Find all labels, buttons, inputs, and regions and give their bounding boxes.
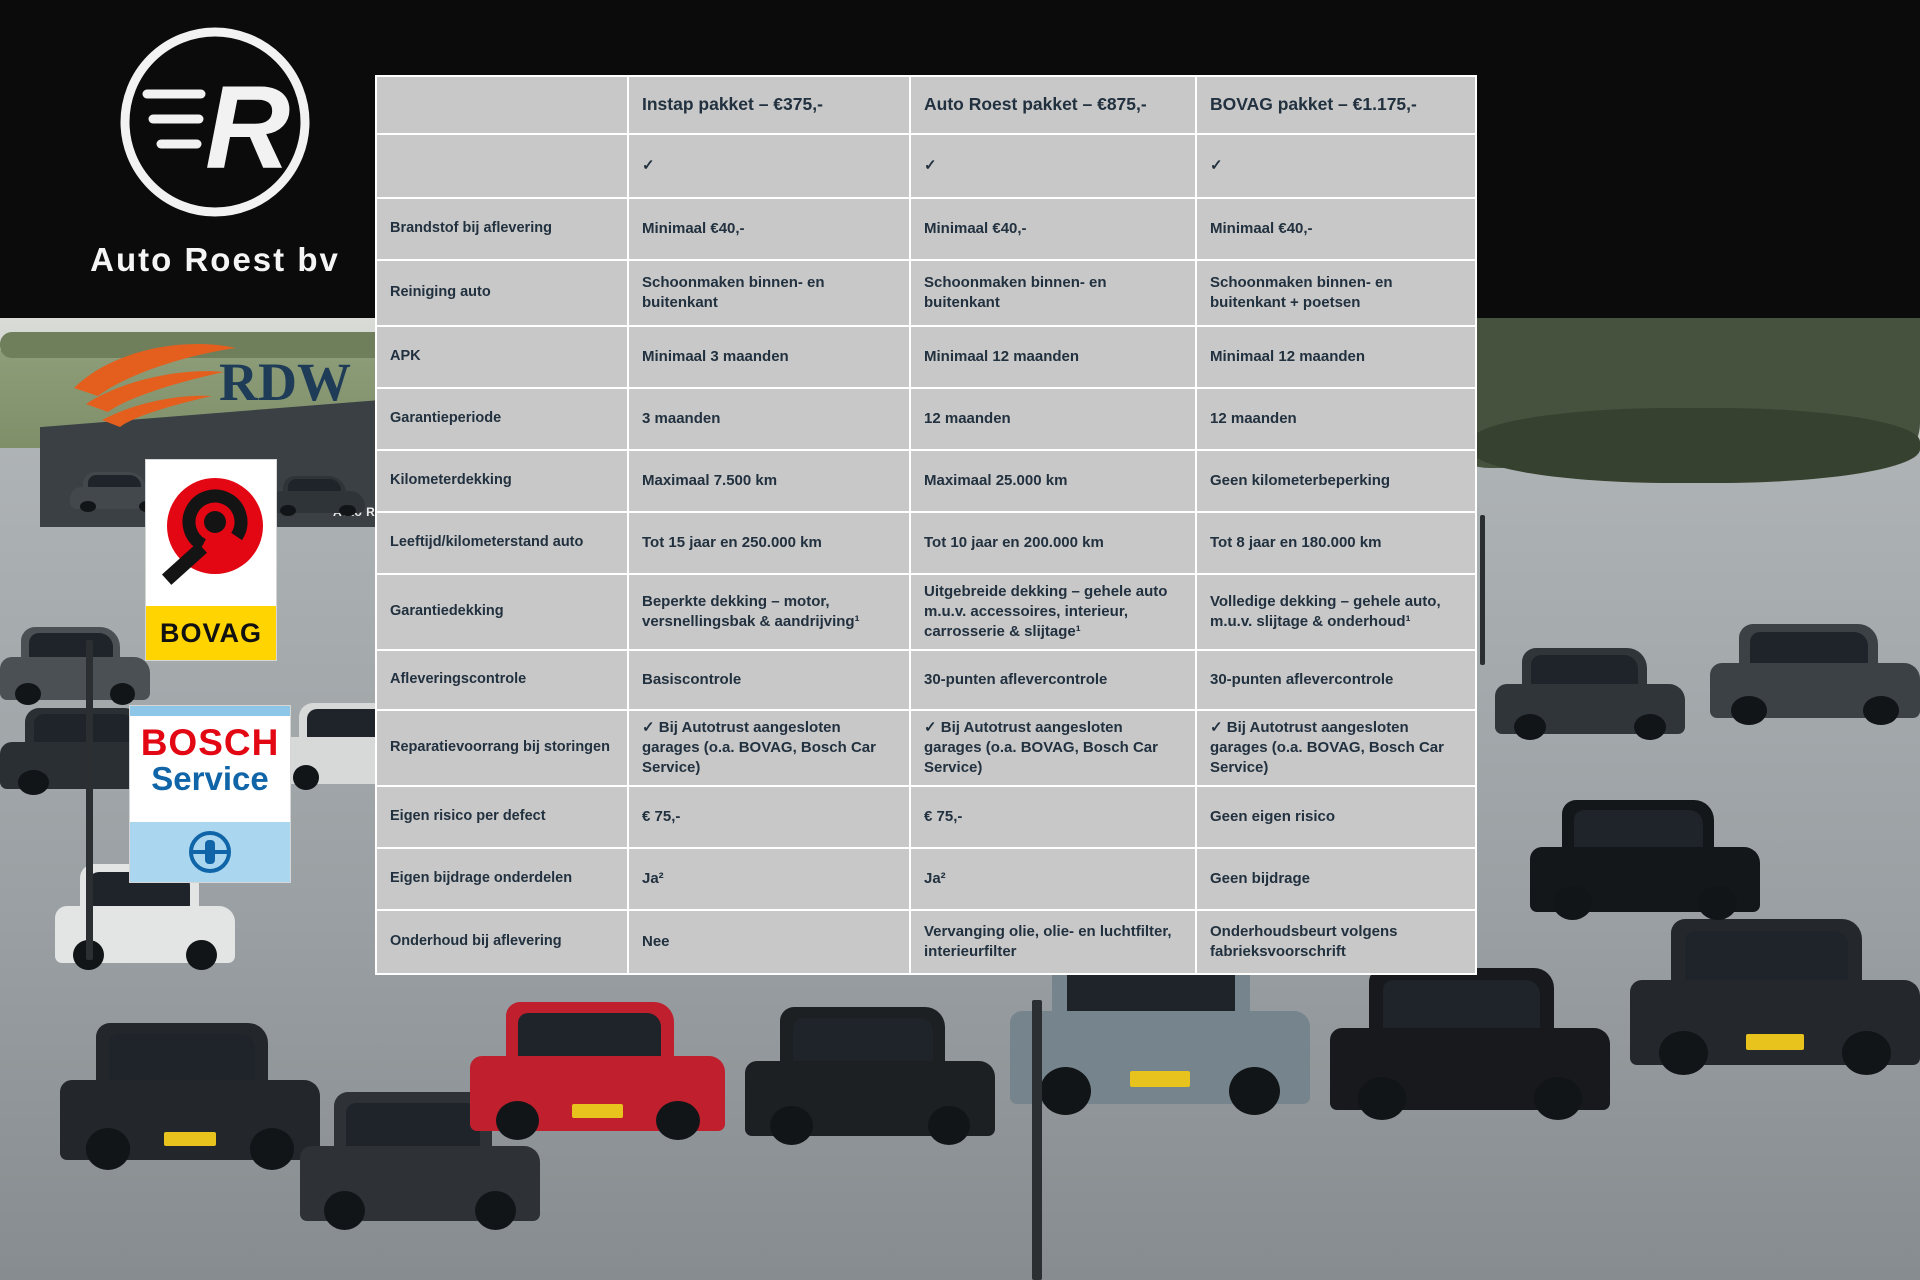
car-glass [793,1018,933,1063]
row-label: Garantiedekking [376,574,628,650]
car-wheel [656,1101,699,1140]
table-row [376,910,1476,974]
rdw-swoosh-icon [68,332,243,432]
car-wheel [1634,714,1666,740]
car-wheel [1358,1077,1406,1120]
car-wheel [1731,696,1767,725]
row-label: Eigen risico per defect [376,786,628,848]
lamp-post [86,640,93,960]
cell-value: Tot 8 jaar en 180.000 km [1196,512,1476,574]
cell-value: ✓ Bij Autotrust aangesloten garages (o.a. BOVAG, Bosch Car Service) [910,710,1196,786]
bovag-mark-icon [153,472,269,590]
car-wheel [80,501,96,512]
car-wheel [770,1106,813,1145]
cell-value: Ja² [628,848,910,910]
cell-value: Vervanging olie, olie- en luchtfilter, interieurfilter [910,910,1196,974]
cell-value: € 75,- [628,786,910,848]
cell-value: Minimaal 12 maanden [1196,326,1476,388]
car-wheel [1229,1067,1280,1115]
package-column-header: BOVAG pakket – €1.175,- [1196,76,1476,134]
car-wheel [1698,886,1737,920]
cell-value: Schoonmaken binnen- en buitenkant [910,260,1196,326]
cell-value: ✓ Bij Autotrust aangesloten garages (o.a. BOVAG, Bosch Car Service) [1196,710,1476,786]
cell-value: Nee [628,910,910,974]
row-label-header [376,76,628,134]
car-wheel [1553,886,1592,920]
car-wheel [1514,714,1546,740]
car-wheel [293,765,319,790]
cell-value: Volledige dekking – gehele auto, m.u.v. slijtage & onderhoud¹ [1196,574,1476,650]
car-silhouette [470,990,725,1140]
car-silhouette [745,995,995,1145]
cell-value: ✓ Bij Autotrust aangesloten garages (o.a. BOVAG, Bosch Car Service) [628,710,910,786]
car-wheel [928,1106,971,1145]
lamp-post [1032,1000,1042,1280]
table-row [376,260,1476,326]
car-wheel [496,1101,539,1140]
cell-value: Minimaal 12 maanden [910,326,1196,388]
cell-value: ✓ [1196,134,1476,198]
car-wheel [86,1128,130,1170]
cell-value: 12 maanden [910,388,1196,450]
car-silhouette [270,472,365,516]
table-row [376,786,1476,848]
cell-value: Schoonmaken binnen- en buitenkant [628,260,910,326]
row-label: Leeftijd/kilometerstand auto [376,512,628,574]
cell-value: Minimaal €40,- [1196,198,1476,260]
table-row [376,198,1476,260]
car-wheel [280,505,296,516]
bovag-wordmark: BOVAG [146,606,276,660]
table-row [376,848,1476,910]
row-label: APK [376,326,628,388]
cell-value: Tot 15 jaar en 250.000 km [628,512,910,574]
cell-value: Geen kilometerbeperking [1196,450,1476,512]
cell-value: Tot 10 jaar en 200.000 km [910,512,1196,574]
row-label: Reiniging auto [376,260,628,326]
rdw-wordmark: RDW [219,352,351,412]
license-plate [164,1132,216,1146]
building-sign: Ro [366,505,384,519]
cell-value: Geen bijdrage [1196,848,1476,910]
cell-value: Maximaal 25.000 km [910,450,1196,512]
bosch-wordmark: BOSCH [140,722,280,763]
car-silhouette [1530,790,1760,920]
cell-value: Minimaal €40,- [910,198,1196,260]
car-silhouette [1710,615,1920,725]
car-glass [346,1103,480,1148]
table-row [376,134,1476,198]
bosch-service-logo [130,706,290,882]
package-column-header: Auto Roest pakket – €875,- [910,76,1196,134]
table-header-row [376,76,1476,134]
cell-value: 30-punten aflevercontrole [1196,650,1476,710]
bosch-top-band [130,706,290,716]
car-glass [518,1013,661,1058]
car-silhouette [1495,640,1685,740]
car-silhouette [1630,905,1920,1075]
cell-value: 30-punten aflevercontrole [910,650,1196,710]
car-glass [1574,810,1703,849]
cell-value: Schoonmaken binnen- en buitenkant + poetsen [1196,260,1476,326]
row-label: Brandstof bij aflevering [376,198,628,260]
cell-value: Uitgebreide dekking – gehele auto m.u.v. accessoires, interieur, carrosserie & slijtage¹ [910,574,1196,650]
car-wheel [1534,1077,1582,1120]
cell-value: ✓ [910,134,1196,198]
car-wheel [1842,1031,1891,1075]
car-glass [34,714,135,743]
table-row [376,710,1476,786]
cell-value: ✓ [628,134,910,198]
car-wheel [1863,696,1899,725]
car-wheel [18,770,49,795]
package-column-header: Instap pakket – €375,- [628,76,910,134]
cell-value: Ja² [910,848,1196,910]
car-wheel [324,1191,365,1230]
rdw-logo [68,332,351,432]
cell-value: Minimaal €40,- [628,198,910,260]
car-glass [109,1034,255,1082]
bosch-service-wordmark: Service [151,760,269,797]
package-table [375,75,1477,975]
table-row [376,450,1476,512]
row-label: Afleveringscontrole [376,650,628,710]
car-glass [1685,931,1847,982]
row-label: Onderhoud bij aflevering [376,910,628,974]
logo-letter: R [205,62,291,194]
cell-value: Basiscontrole [628,650,910,710]
row-label: Garantieperiode [376,388,628,450]
row-label: Reparatievoorrang bij storingen [376,710,628,786]
car-glass [1383,980,1540,1030]
row-label: Kilometerdekking [376,450,628,512]
car-silhouette [60,1010,320,1170]
cell-value: € 75,- [910,786,1196,848]
table-row [376,650,1476,710]
car-wheel [1040,1067,1091,1115]
auto-roest-logo-icon [109,20,321,228]
table-row [376,326,1476,388]
car-wheel [339,505,355,516]
car-glass [1750,632,1868,665]
cell-value: 12 maanden [1196,388,1476,450]
table-row [376,574,1476,650]
car-glass [288,479,341,492]
bovag-logo [146,460,276,660]
dealer-brand-block [70,20,360,279]
car-glass [88,475,141,488]
cell-value: Onderhoudsbeurt volgens fabrieksvoorschrift [1196,910,1476,974]
cell-value: Beperkte dekking – motor, versnellingsbak & aandrijving¹ [628,574,910,650]
cell-value: Geen eigen risico [1196,786,1476,848]
cell-value: Minimaal 3 maanden [628,326,910,388]
table-row [376,512,1476,574]
cell-value: Maximaal 7.500 km [628,450,910,512]
package-comparison [375,75,1477,975]
license-plate [1130,1071,1190,1088]
car-wheel [1659,1031,1708,1075]
row-label [376,134,628,198]
car-glass [1531,655,1637,685]
license-plate [1746,1034,1804,1049]
car-wheel [475,1191,516,1230]
bosch-armature-icon [187,829,233,875]
license-plate [572,1104,623,1118]
bosch-bottom-band [130,822,290,882]
lamp-post [1480,515,1485,665]
row-label: Eigen bijdrage onderdelen [376,848,628,910]
car-wheel [186,940,217,970]
car-silhouette [0,620,150,705]
cell-value: 3 maanden [628,388,910,450]
car-wheel [250,1128,294,1170]
table-row [376,388,1476,450]
car-silhouette [1330,955,1610,1120]
car-glass [29,633,113,659]
dealer-name: Auto Roest bv [90,241,340,278]
